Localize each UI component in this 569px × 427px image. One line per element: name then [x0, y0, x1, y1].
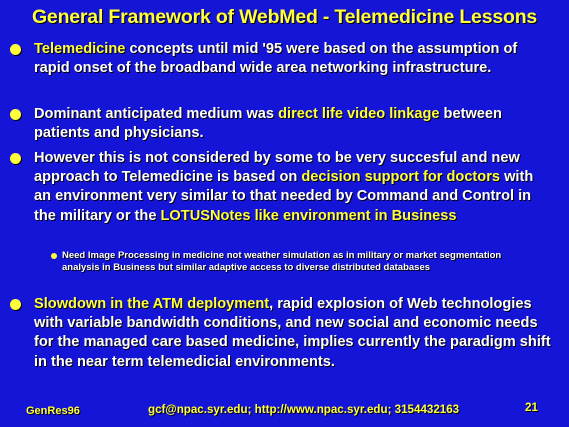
bullet-2-highlight: direct life video linkage [278, 106, 440, 122]
bullet-3-text-c: with an environment very similar to that needed by Command and Control in the military or the [34, 169, 534, 224]
bullet-2 [34, 105, 554, 143]
bullet-4-highlight: Slowdown in the ATM deployment [34, 296, 270, 312]
bullet-1 [34, 40, 554, 78]
bullet-dot-icon [10, 44, 21, 55]
bullet-1-text: concepts until mid '95 were based on the assumption of rapid onset of the broadband wide area networking infrastructure. [34, 41, 518, 77]
footer-left: GenRes96 [26, 405, 80, 417]
bullet-3-text-a: However this is not considered by some to be very succesful and new approach to Telemedicine is based on [34, 150, 520, 186]
bullet-3-highlight-1: decision support for doctors [301, 169, 501, 186]
bullet-2-text-a: Dominant anticipated medium was [34, 106, 279, 122]
page-number: 21 [525, 401, 538, 414]
bullet-1-highlight: Telemedicine [34, 41, 126, 57]
bullet-3 [34, 149, 554, 226]
slide-title: General Framework of WebMed - Telemedicine Lessons [31, 6, 538, 28]
bullet-2-text-c: between patients and physicians. [34, 106, 502, 142]
bullet-4 [34, 295, 554, 372]
bullet-dot-icon [10, 109, 21, 120]
bullet-dot-icon [10, 153, 21, 164]
bullet-4-text: , rapid explosion of Web technologies with variable bandwidth conditions, and new social and economic needs for the managed care based medicine, implies currently the paradigm shift in the near term telemedicial environments. [34, 296, 551, 370]
sub-bullet-text: Need Image Processing in medicine not weather simulation as in military or market segmentation analysis in Business but similar adaptive access to diverse distributed databases [62, 250, 502, 273]
bullet-3-highlight-2: LOTUSNotes like environment in Business [160, 207, 457, 224]
bullet-dot-icon [10, 299, 21, 310]
sub-bullet-dot-icon [51, 253, 57, 259]
sub-bullet [62, 250, 532, 274]
footer-contact: gcf@npac.syr.edu; http://www.npac.syr.edu; 3154432163 [148, 403, 460, 416]
